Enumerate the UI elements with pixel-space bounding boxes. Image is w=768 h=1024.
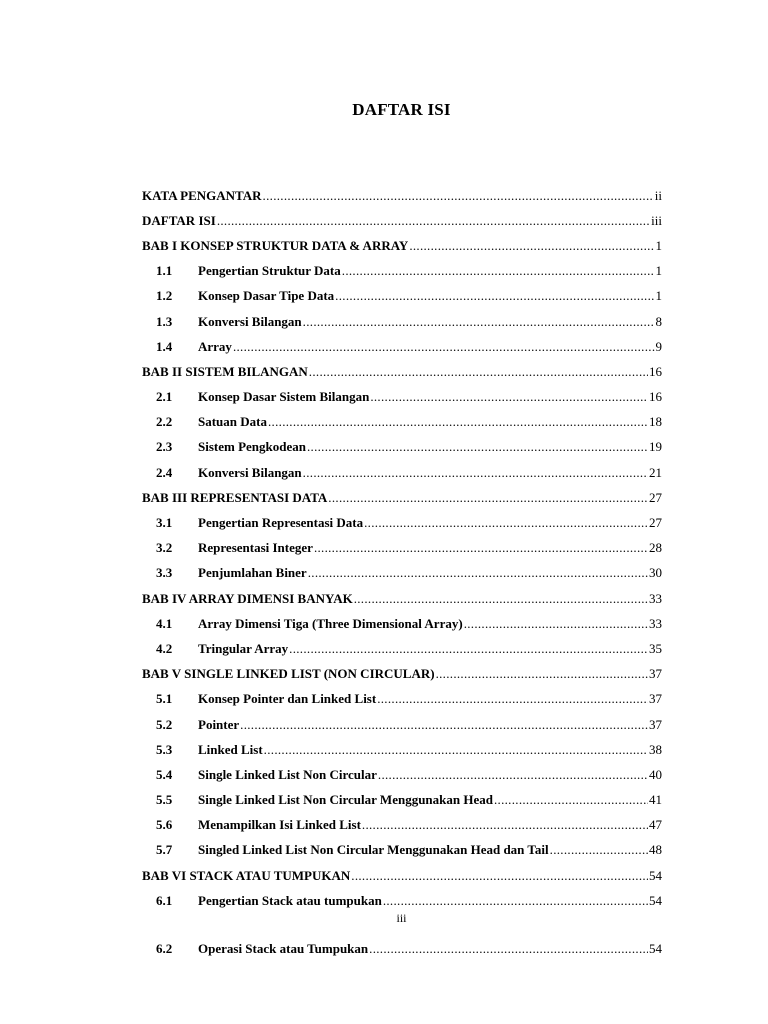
toc-entry-number: 3.2 bbox=[156, 540, 173, 556]
toc-subentry bbox=[142, 611, 662, 636]
toc-entry-title: BAB II SISTEM BILANGAN bbox=[142, 363, 308, 379]
toc-dot-leader bbox=[240, 717, 648, 733]
toc-entry-page: 33 bbox=[649, 615, 662, 631]
toc-entry-title: Konsep Pointer dan Linked List bbox=[198, 691, 377, 707]
toc-entry-page: iii bbox=[651, 212, 662, 228]
toc-entry-page: 37 bbox=[649, 691, 662, 707]
toc-dot-leader bbox=[383, 893, 648, 909]
toc-dot-leader bbox=[303, 465, 648, 481]
toc-entry-number: 3.1 bbox=[156, 515, 173, 531]
toc-entry-page: 41 bbox=[649, 792, 662, 808]
toc-entry bbox=[142, 208, 662, 233]
toc-dot-leader bbox=[268, 414, 648, 430]
toc-subentry bbox=[142, 385, 662, 410]
toc-entry-number: 3.3 bbox=[156, 565, 173, 581]
toc-entry-page: 16 bbox=[649, 363, 662, 379]
toc-entry bbox=[142, 485, 662, 510]
toc-entry bbox=[142, 662, 662, 687]
toc-entry-page: 27 bbox=[649, 489, 662, 505]
page-title: DAFTAR ISI bbox=[352, 100, 451, 119]
toc-entry-title: BAB V SINGLE LINKED LIST (NON CIRCULAR) bbox=[142, 666, 435, 682]
toc-dot-leader bbox=[378, 767, 648, 783]
toc-entry-number: 4.1 bbox=[156, 615, 173, 631]
toc-entry-page: 1 bbox=[655, 288, 662, 304]
toc-entry-title: Pengertian Stack atau tumpukan bbox=[198, 892, 382, 908]
toc-dot-leader bbox=[464, 616, 648, 632]
toc-subentry bbox=[142, 762, 662, 787]
toc-entry-page: 54 bbox=[649, 940, 662, 956]
toc-entry-number: 6.1 bbox=[156, 892, 173, 908]
toc-entry-number: 2.3 bbox=[156, 439, 173, 455]
toc-entry-page: 48 bbox=[649, 842, 662, 858]
toc-entry-page: 38 bbox=[649, 741, 662, 757]
toc-entry bbox=[142, 233, 662, 258]
toc-entry-page: 47 bbox=[649, 817, 662, 833]
toc-entry-title: Konsep Dasar Sistem Bilangan bbox=[198, 389, 370, 405]
toc-entry-number: 2.2 bbox=[156, 414, 173, 430]
toc-entry-page: 37 bbox=[649, 716, 662, 732]
toc-entry-page: 54 bbox=[649, 867, 662, 883]
toc-entry-title: Pengertian Struktur Data bbox=[198, 263, 341, 279]
toc-subentry bbox=[142, 813, 662, 838]
toc-entry-title: Singled Linked List Non Circular Menggunakan Head dan Tail bbox=[198, 842, 549, 858]
toc-dot-leader bbox=[233, 339, 655, 355]
toc-entry-number: 2.1 bbox=[156, 389, 173, 405]
toc-entry-number: 5.2 bbox=[156, 716, 173, 732]
toc-subentry bbox=[142, 838, 662, 863]
toc-entry-title: Array bbox=[198, 338, 232, 354]
toc-entry-page: 54 bbox=[649, 892, 662, 908]
toc-subentry bbox=[142, 334, 662, 359]
toc-entry-number: 6.2 bbox=[156, 940, 173, 956]
toc-dot-leader bbox=[314, 540, 648, 556]
toc-entry-number: 5.5 bbox=[156, 792, 173, 808]
toc-entry-title: Single Linked List Non Circular Menggunakan Head bbox=[198, 792, 493, 808]
toc-entry-number: 5.4 bbox=[156, 766, 173, 782]
toc-dot-leader bbox=[342, 263, 655, 279]
toc-entry-title: BAB IV ARRAY DIMENSI BANYAK bbox=[142, 590, 353, 606]
toc-dot-leader bbox=[377, 691, 648, 707]
toc-subentry bbox=[142, 788, 662, 813]
toc-entry-page: 33 bbox=[649, 590, 662, 606]
toc-subentry bbox=[142, 259, 662, 284]
toc-entry-title: Array Dimensi Tiga (Three Dimensional Array) bbox=[198, 615, 463, 631]
toc-dot-leader bbox=[364, 515, 648, 531]
toc-entry-title: Linked List bbox=[198, 741, 263, 757]
toc-entry-title: Konversi Bilangan bbox=[198, 313, 302, 329]
page-number: iii bbox=[396, 911, 407, 925]
toc-entry-page: 40 bbox=[649, 766, 662, 782]
table-of-contents-continued bbox=[142, 936, 662, 961]
toc-entry-number: 1.2 bbox=[156, 288, 173, 304]
toc-subentry bbox=[142, 309, 662, 334]
toc-subentry bbox=[142, 460, 662, 485]
toc-entry-page: 9 bbox=[655, 338, 662, 354]
toc-subentry bbox=[142, 284, 662, 309]
toc-dot-leader bbox=[354, 591, 648, 607]
toc-entry-number: 4.2 bbox=[156, 640, 173, 656]
toc-entry-page: 8 bbox=[655, 313, 662, 329]
toc-entry-page: 35 bbox=[649, 640, 662, 656]
toc-entry-title: Single Linked List Non Circular bbox=[198, 766, 377, 782]
toc-entry-page: ii bbox=[654, 187, 662, 203]
toc-entry-number: 2.4 bbox=[156, 464, 173, 480]
toc-entry-page: 18 bbox=[649, 414, 662, 430]
toc-entry-title: KATA PENGANTAR bbox=[142, 187, 262, 203]
toc-subentry bbox=[142, 737, 662, 762]
toc-entry bbox=[142, 586, 662, 611]
toc-entry-title: Pengertian Representasi Data bbox=[198, 515, 364, 531]
toc-entry-title: BAB I KONSEP STRUKTUR DATA & ARRAY bbox=[142, 237, 409, 253]
toc-subentry bbox=[142, 410, 662, 435]
toc-entry-page: 1 bbox=[655, 263, 662, 279]
toc-subentry bbox=[142, 536, 662, 561]
toc-entry-number: 1.3 bbox=[156, 313, 173, 329]
toc-entry-title: Satuan Data bbox=[198, 414, 267, 430]
toc-entry-title: BAB III REPRESENTASI DATA bbox=[142, 489, 328, 505]
toc-entry-title: Representasi Integer bbox=[198, 540, 313, 556]
toc-entry-number: 5.3 bbox=[156, 741, 173, 757]
toc-dot-leader bbox=[217, 213, 650, 229]
toc-entry-number: 1.1 bbox=[156, 263, 173, 279]
toc-entry-number: 1.4 bbox=[156, 338, 173, 354]
toc-entry bbox=[142, 183, 662, 208]
toc-entry-page: 19 bbox=[649, 439, 662, 455]
toc-dot-leader bbox=[335, 288, 654, 304]
toc-subentry bbox=[142, 687, 662, 712]
toc-entry bbox=[142, 863, 662, 888]
toc-subentry bbox=[142, 636, 662, 661]
toc-entry-title: Penjumlahan Biner bbox=[198, 565, 307, 581]
toc-subentry bbox=[142, 936, 662, 961]
toc-dot-leader bbox=[494, 792, 648, 808]
toc-entry-page: 28 bbox=[649, 540, 662, 556]
toc-dot-leader bbox=[436, 666, 648, 682]
toc-subentry bbox=[142, 888, 662, 913]
toc-subentry bbox=[142, 510, 662, 535]
toc-dot-leader bbox=[307, 439, 648, 455]
toc-entry-page: 1 bbox=[655, 237, 662, 253]
toc-entry-title: Tringular Array bbox=[198, 640, 289, 656]
toc-entry-page: 21 bbox=[649, 464, 662, 480]
toc-dot-leader bbox=[308, 565, 648, 581]
toc-entry-page: 16 bbox=[649, 389, 662, 405]
toc-entry-page: 27 bbox=[649, 515, 662, 531]
toc-entry-title: BAB VI STACK ATAU TUMPUKAN bbox=[142, 867, 351, 883]
toc-entry-number: 5.7 bbox=[156, 842, 173, 858]
toc-dot-leader bbox=[263, 188, 654, 204]
toc-dot-leader bbox=[351, 868, 648, 884]
toc-entry bbox=[142, 359, 662, 384]
toc-entry-title: Menampilkan Isi Linked List bbox=[198, 817, 361, 833]
toc-entry-number: 5.1 bbox=[156, 691, 173, 707]
toc-entry-page: 37 bbox=[649, 666, 662, 682]
toc-subentry bbox=[142, 712, 662, 737]
toc-dot-leader bbox=[409, 238, 654, 254]
toc-entry-title: Konversi Bilangan bbox=[198, 464, 302, 480]
toc-dot-leader bbox=[289, 641, 648, 657]
toc-dot-leader bbox=[370, 389, 648, 405]
toc-entry-title: Konsep Dasar Tipe Data bbox=[198, 288, 335, 304]
toc-entry-page: 30 bbox=[649, 565, 662, 581]
toc-dot-leader bbox=[550, 842, 648, 858]
toc-entry-title: Pointer bbox=[198, 716, 240, 732]
toc-entry-title: DAFTAR ISI bbox=[142, 212, 216, 228]
toc-dot-leader bbox=[309, 364, 648, 380]
toc-entry-number: 5.6 bbox=[156, 817, 173, 833]
toc-subentry bbox=[142, 561, 662, 586]
toc-subentry bbox=[142, 435, 662, 460]
toc-entry-title: Operasi Stack atau Tumpukan bbox=[198, 940, 369, 956]
toc-dot-leader bbox=[369, 941, 648, 957]
toc-dot-leader bbox=[328, 490, 648, 506]
toc-dot-leader bbox=[362, 817, 648, 833]
table-of-contents bbox=[142, 183, 662, 913]
toc-dot-leader bbox=[264, 742, 648, 758]
toc-dot-leader bbox=[303, 314, 655, 330]
toc-entry-title: Sistem Pengkodean bbox=[198, 439, 306, 455]
